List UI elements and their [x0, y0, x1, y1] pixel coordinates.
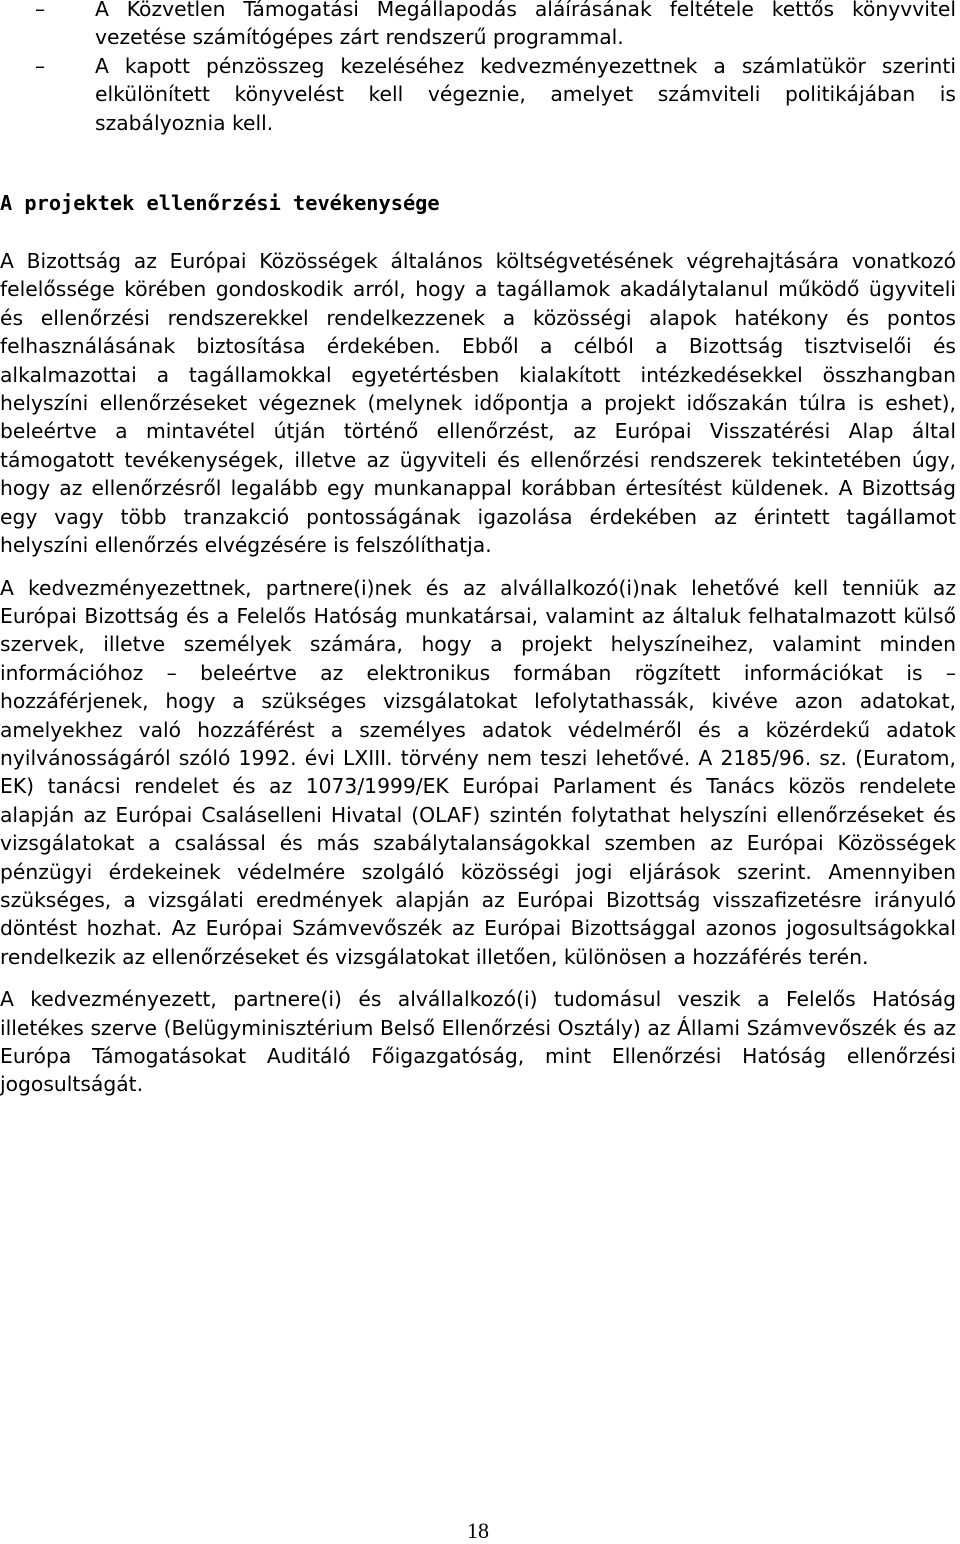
list-item-text: A kapott pénzösszeg kezeléséhez kedvezményezettnek a számlatükör szerinti elkülönített könyvelést kell végeznie, amelyet számviteli politikájában is szabályoznia kell.: [95, 53, 956, 135]
dash-bullet-icon: –: [35, 0, 46, 21]
page-number: 18: [467, 1518, 489, 1543]
body-paragraph: A Bizottság az Európai Közösségek általános költségvetésének végrehajtására vonatkozó felelőssége körében gondoskodik arról, hogy a tagállamok akadálytalanul működő ügyviteli és ellenőrzési rendszerekkel rendelkezzenek a közösségi alapok hatékony és pontos felhasználásának biztosítása érdekében. Ebből a célból a Bizottság tisztviselői és alkalmazottai a tagállamokkal egyetértésben kialakított intézkedésekkel összhangban helyszíni ellenőrzéseket végeznek (melynek időpontja a projekt időszakán túlra is eshet), beleértve a mintavétel útján történő ellenőrzést, az Európai Visszatérési Alap által támogatott tevékenységek, illetve az ügyviteli és ellenőrzési rendszerek tekintetében úgy, hogy az ellenőrzésről legalább egy munkanappal korábban értesítést küldenek. A Bizottság egy vagy több tranzakció pontosságának igazolása érdekében az érintett tagállamot helyszíni ellenőrzés elvégzésére is felszólíthatja.: [0, 249, 956, 558]
requirement-list: [0, 0, 956, 137]
dash-bullet-icon: –: [35, 53, 46, 78]
section-heading: A projektek ellenőrzési tevékenysége: [0, 191, 440, 216]
body-paragraph: A kedvezményezettnek, partnere(i)nek és az alvállalkozó(i)nak lehetővé kell tenniük az Európai Bizottság és a Felelős Hatóság munkatársai, valamint az általuk felhatalmazott külső szervek, illetve személyek számára, hogy a projekt helyszíneihez, valamint minden információhoz – beleértve az elektronikus formában rögzített információkat is – hozzáférjenek, hogy a szükséges vizsgálatokat lefolytathassák, kivéve azon adatokat, amelyekhez való hozzáférést a személyes adatok védelméről és a közérdekű adatok nyilvánosságáról szóló 1992. évi LXIII. törvény nem teszi lehetővé. A 2185/96. sz. (Euratom, EK) tanácsi rendelet és az 1073/1999/EK Európai Parlament és Tanács közös rendelete alapján az Európai Csalásellenі Hivatal (OLAF) szintén folytathat helyszíni ellenőrzéseket és vizsgálatokat a csalással és más szabálytalanságokkal szemben az Európai Közösségek pénzügyi érdekeinek védelmére szolgáló közösségi jogi eljárások szerint. Amennyiben szükséges, a vizsgálati eredmények alapján az Európai Bizottság visszafizetésre irányuló döntést hozhat. Az Európai Számvevőszék az Európai Bizottsággal azonos jogosultságokkal rendelkezik az ellenőrzéseket és vizsgálatokat illetően, különösen a hozzáférés terén.: [0, 575, 956, 969]
list-item-text: A Közvetlen Támogatási Megállapodás aláírásának feltétele kettős könyvvitel vezetése számítógépes zárt rendszerű programmal.: [95, 0, 956, 50]
list-item: [0, 0, 956, 52]
list-item: [0, 52, 956, 137]
body-paragraph: A kedvezményezett, partnere(i) és alvállalkozó(i) tudomásul veszik a Felelős Hatóság illetékes szerve (Belügyminisztérium Belső Ellenőrzési Osztály) az Állami Számvevőszék és az Európa Támogatásokat Auditáló Főigazgatóság, mint Ellenőrzési Hatóság ellenőrzési jogosultságát.: [0, 987, 956, 1097]
